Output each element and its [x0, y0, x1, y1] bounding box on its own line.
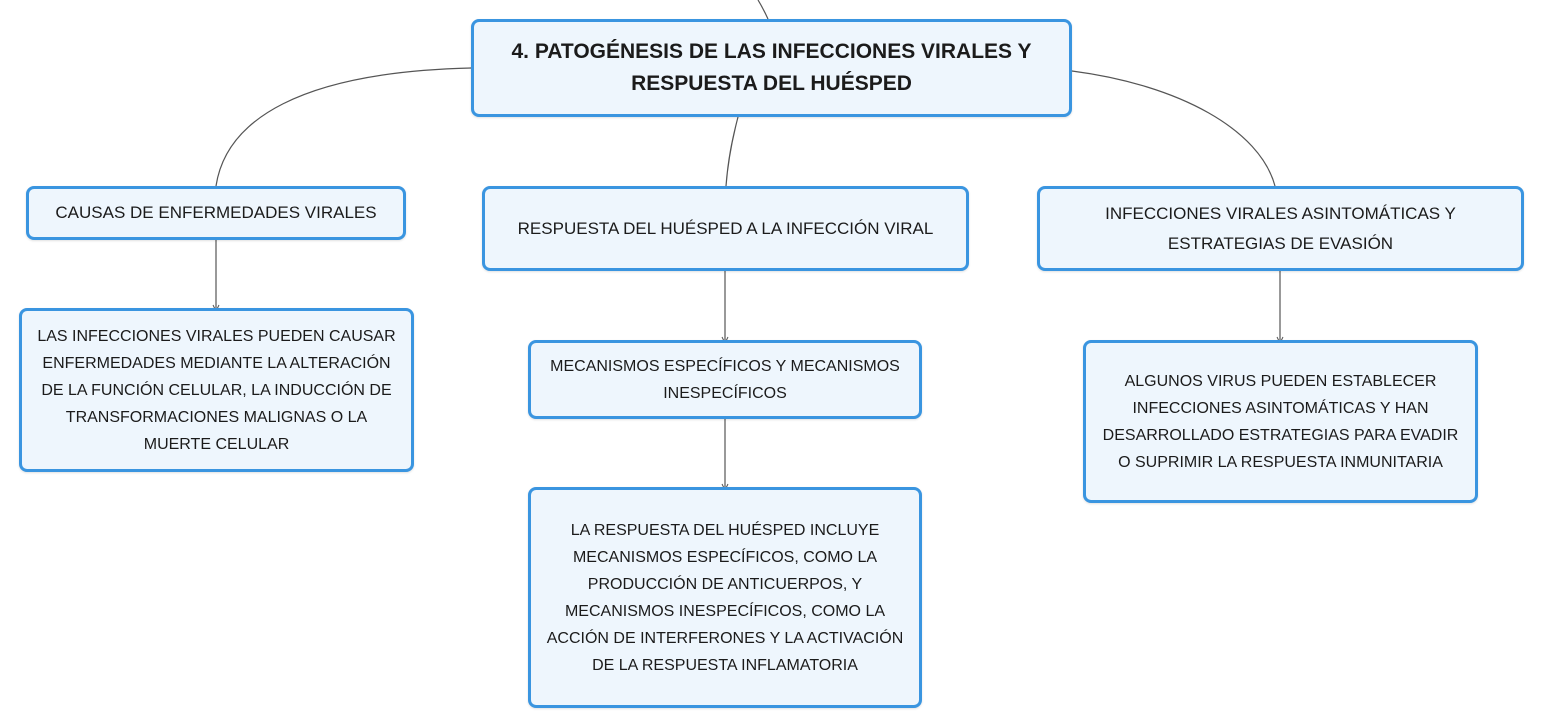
connector-root-to-causas	[216, 68, 471, 186]
subtopic-causas-detail-text: LAS INFECCIONES VIRALES PUEDEN CAUSAR ENFERMEDADES MEDIANTE LA ALTERACIÓN DE LA FUNCIÓN CELULAR, LA INDUCCIÓN DE TRANSFORMACIONES MALIGNAS O LA MUERTE CELULAR	[37, 327, 396, 453]
root-topic-title: 4. PATOGÉNESIS DE LAS INFECCIONES VIRALES Y RESPUESTA DEL HUÉSPED	[511, 40, 1032, 95]
topic-causas-node[interactable]	[26, 186, 406, 240]
connector-root-to-asintomaticas	[1072, 71, 1275, 186]
subtopic-asintomaticas-detail-node[interactable]	[1083, 340, 1478, 503]
subtopic-mecanismos-node[interactable]	[528, 340, 922, 419]
subtopic-respuesta-detail-node[interactable]	[528, 487, 922, 708]
topic-asintomaticas-node[interactable]	[1037, 186, 1524, 271]
root-topic-node[interactable]	[471, 19, 1072, 117]
topic-asintomaticas-label: INFECCIONES VIRALES ASINTOMÁTICAS Y ESTRATEGIAS DE EVASIÓN	[1105, 203, 1456, 253]
connector-parent-to-root	[758, 0, 768, 19]
topic-respuesta-node[interactable]	[482, 186, 969, 271]
subtopic-mecanismos-label: MECANISMOS ESPECÍFICOS Y MECANISMOS INESPECÍFICOS	[550, 357, 900, 402]
subtopic-asintomaticas-detail-text: ALGUNOS VIRUS PUEDEN ESTABLECER INFECCIONES ASINTOMÁTICAS Y HAN DESARROLLADO ESTRATEGIAS PARA EVADIR O SUPRIMIR LA RESPUESTA INMUNITARIA	[1102, 372, 1459, 471]
topic-causas-label: CAUSAS DE ENFERMEDADES VIRALES	[55, 203, 377, 222]
topic-respuesta-label: RESPUESTA DEL HUÉSPED A LA INFECCIÓN VIRAL	[517, 218, 934, 238]
connector-root-to-respuesta	[726, 117, 738, 186]
subtopic-causas-detail-node[interactable]	[19, 308, 414, 472]
subtopic-respuesta-detail-text: LA RESPUESTA DEL HUÉSPED INCLUYE MECANISMOS ESPECÍFICOS, COMO LA PRODUCCIÓN DE ANTICUERPOS, Y MECANISMOS INESPECÍFICOS, COMO LA ACCIÓN DE INTERFERONES Y LA ACTIVACIÓN DE LA RESPUESTA INFLAMATORIA	[546, 521, 904, 674]
